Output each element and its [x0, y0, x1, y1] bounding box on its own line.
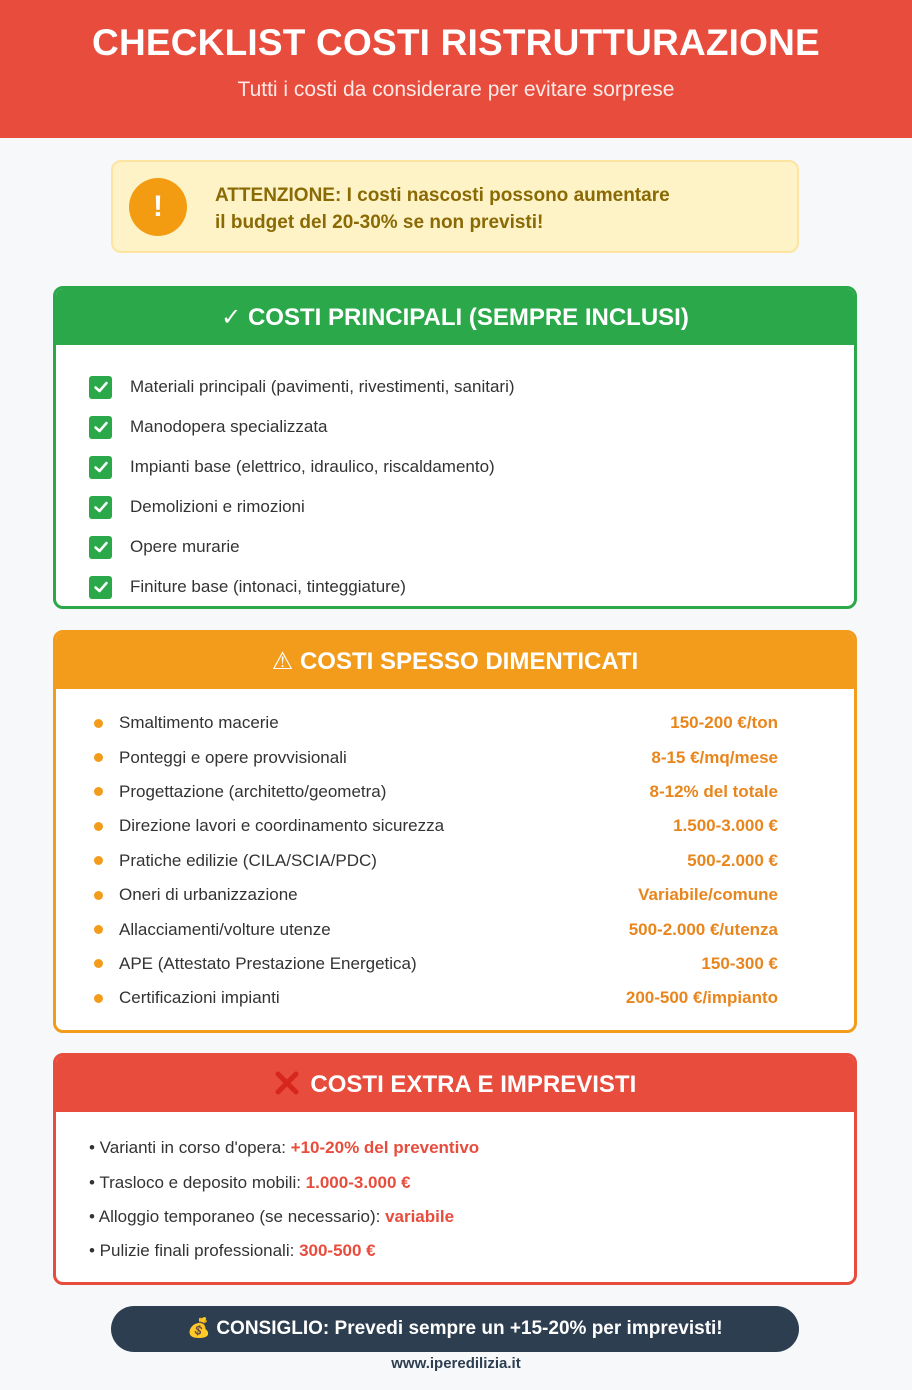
- cost-label: APE (Attestato Prestazione Energetica): [119, 953, 417, 973]
- checkbox-checked-icon: [89, 576, 112, 599]
- list-item: [89, 1131, 479, 1165]
- forgotten-costs-list: [94, 706, 778, 1016]
- extra-costs-list: [89, 1131, 479, 1269]
- list-item: [94, 947, 778, 981]
- page-title: CHECKLIST COSTI RISTRUTTURAZIONE: [92, 22, 820, 63]
- footer-site-link[interactable]: www.iperedilizia.it: [391, 1355, 521, 1372]
- bullet-icon: [94, 959, 103, 968]
- checkbox-checked-icon: [89, 376, 112, 399]
- cross-icon: [274, 1070, 300, 1096]
- money-bag-icon: 💰: [187, 1318, 212, 1339]
- extra-cost-value: +10-20% del preventivo: [290, 1138, 480, 1158]
- checklist-item-label: Materiali principali (pavimenti, rivestimenti, sanitari): [130, 377, 515, 396]
- extra-costs-card: [53, 1053, 857, 1285]
- bullet-icon: [94, 891, 103, 900]
- extra-cost-label: • Trasloco e deposito mobili:: [89, 1172, 306, 1192]
- cost-label: Pratiche edilizie (CILA/SCIA/PDC): [119, 850, 377, 870]
- checklist-item-label: Impianti base (elettrico, idraulico, riscaldamento): [130, 457, 495, 476]
- checkbox-checked-icon: [89, 496, 112, 519]
- warning-line-1: ATTENZIONE: I costi nascosti possono aumentare: [215, 185, 670, 206]
- tip-text: CONSIGLIO: Prevedi sempre un +15-20% per imprevisti!: [216, 1318, 723, 1339]
- main-costs-list: [89, 367, 515, 607]
- main-costs-header: [56, 289, 854, 345]
- checklist-item: [89, 447, 515, 487]
- cost-value: 150-200 €/ton: [670, 713, 778, 733]
- extra-costs-header: [56, 1056, 854, 1112]
- cost-value: 8-12% del totale: [649, 781, 778, 801]
- list-item: [94, 706, 778, 740]
- cost-value: 200-500 €/impianto: [625, 988, 778, 1008]
- checklist-item: [89, 407, 515, 447]
- bullet-icon: [94, 856, 103, 865]
- extra-cost-value: 300-500 €: [299, 1241, 376, 1261]
- cost-label: Direzione lavori e coordinamento sicurezza: [119, 816, 445, 836]
- checklist-item: [89, 367, 515, 407]
- extra-cost-label: • Varianti in corso d'opera:: [89, 1138, 291, 1158]
- list-item: [94, 878, 778, 912]
- cost-value: 8-15 €/mq/mese: [651, 747, 778, 767]
- cost-label: Allacciamenti/volture utenze: [119, 919, 331, 939]
- extra-cost-value: 1.000-3.000 €: [305, 1172, 411, 1192]
- cost-value: 500-2.000 €/utenza: [628, 919, 778, 939]
- checklist-item: [89, 567, 515, 607]
- list-item: [89, 1165, 479, 1199]
- forgotten-costs-card: [53, 630, 857, 1033]
- warning-line-2: il budget del 20-30% se non previsti!: [215, 212, 544, 233]
- list-item: [89, 1200, 479, 1234]
- cost-value: Variabile/comune: [638, 885, 778, 905]
- extra-cost-value: variabile: [385, 1206, 455, 1226]
- checklist-item: [89, 527, 515, 567]
- list-item: [94, 981, 778, 1015]
- page-header: [0, 0, 912, 138]
- checkbox-checked-icon: [89, 416, 112, 439]
- warning-banner: [111, 160, 799, 253]
- checkmark-icon: ✓: [221, 304, 242, 331]
- checkbox-checked-icon: [89, 536, 112, 559]
- bullet-icon: [94, 753, 103, 762]
- main-costs-title: COSTI PRINCIPALI (SEMPRE INCLUSI): [247, 304, 689, 331]
- bullet-icon: [94, 994, 103, 1003]
- checklist-item-label: Manodopera specializzata: [130, 417, 328, 436]
- list-item: [94, 912, 778, 946]
- tip-banner: [111, 1306, 799, 1352]
- cost-label: Oneri di urbanizzazione: [119, 885, 298, 905]
- checkbox-checked-icon: [89, 456, 112, 479]
- list-item: [89, 1234, 479, 1268]
- forgotten-costs-title: COSTI SPESSO DIMENTICATI: [299, 648, 639, 675]
- page-subtitle: Tutti i costi da considerare per evitare sorprese: [237, 78, 675, 101]
- bullet-icon: [94, 719, 103, 728]
- bullet-icon: [94, 925, 103, 934]
- list-item: [94, 740, 778, 774]
- extra-costs-title: COSTI EXTRA E IMPREVISTI: [310, 1071, 637, 1098]
- cost-value: 500-2.000 €: [687, 850, 778, 870]
- cost-label: Ponteggi e opere provvisionali: [119, 747, 347, 767]
- list-item: [94, 809, 778, 843]
- checklist-item: [89, 487, 515, 527]
- checklist-item-label: Demolizioni e rimozioni: [130, 497, 305, 516]
- warning-triangle-icon: ⚠: [271, 648, 294, 675]
- main-costs-card: [53, 286, 857, 609]
- cost-value: 150-300 €: [701, 953, 778, 973]
- cost-value: 1.500-3.000 €: [673, 816, 778, 836]
- cost-label: Certificazioni impianti: [119, 988, 280, 1008]
- bullet-icon: [94, 787, 103, 796]
- warning-message: [215, 182, 755, 236]
- cost-label: Progettazione (architetto/geometra): [119, 781, 387, 801]
- checklist-item-label: Opere murarie: [130, 537, 240, 556]
- bullet-icon: [94, 822, 103, 831]
- extra-cost-label: • Alloggio temporaneo (se necessario):: [89, 1206, 386, 1226]
- exclamation-icon: !: [129, 178, 187, 236]
- list-item: [94, 775, 778, 809]
- list-item: [94, 844, 778, 878]
- extra-cost-label: • Pulizie finali professionali:: [89, 1241, 300, 1261]
- forgotten-costs-header: [56, 633, 854, 689]
- checklist-item-label: Finiture base (intonaci, tinteggiature): [130, 577, 406, 596]
- cost-label: Smaltimento macerie: [119, 713, 279, 733]
